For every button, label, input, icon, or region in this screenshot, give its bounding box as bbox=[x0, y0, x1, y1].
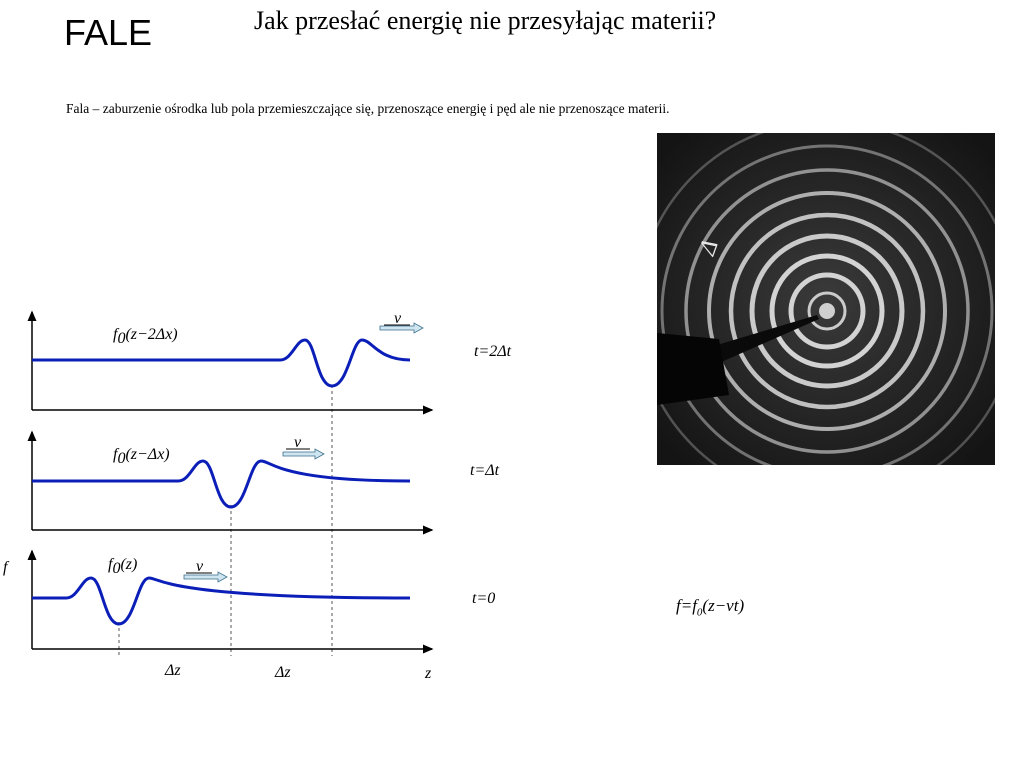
time-label: t=2Δt bbox=[474, 343, 512, 360]
f-axis-label: f bbox=[3, 559, 8, 576]
function-label: f0(z−Δx) bbox=[113, 446, 170, 467]
wavelength-label: Δ bbox=[694, 236, 724, 259]
wave-definition: Fala – zaburzenie ośrodka lub pola przemieszczające się, przenoszące energię i pęd ale nie przenoszące materii. bbox=[66, 101, 670, 116]
slide-label: FALE bbox=[64, 12, 153, 53]
wave-pulse bbox=[32, 578, 410, 624]
function-label: f0(z−2Δx) bbox=[113, 326, 178, 347]
formula-rhs: (z−vt) bbox=[702, 596, 745, 615]
time-label: t=Δt bbox=[470, 462, 500, 479]
vibrator-body bbox=[657, 333, 729, 405]
wave-propagation-diagram bbox=[0, 300, 560, 690]
panel-t2 bbox=[32, 310, 512, 410]
panel-t1 bbox=[32, 432, 500, 530]
formula-lhs: f=f bbox=[676, 596, 697, 615]
slide-title: Jak przesłać energię nie przesyłając materii? bbox=[254, 6, 717, 35]
formula-subscript: 0 bbox=[696, 606, 703, 619]
z-axis-label: z bbox=[425, 665, 432, 682]
delta-z-label: Δz bbox=[275, 664, 291, 681]
velocity-label: v bbox=[196, 558, 204, 575]
wave-formula bbox=[676, 596, 744, 618]
function-label: f0(z) bbox=[108, 556, 138, 577]
source-point bbox=[819, 303, 835, 319]
panel-t0 bbox=[32, 551, 495, 649]
wave-pulse bbox=[32, 340, 410, 386]
delta-z-label: Δz bbox=[165, 662, 181, 679]
velocity-label: v bbox=[294, 434, 302, 451]
concentric-waves-image bbox=[657, 133, 995, 465]
time-label: t=0 bbox=[472, 590, 496, 607]
ripple-tank-photo bbox=[657, 133, 995, 465]
wave-pulse bbox=[32, 461, 410, 507]
velocity-arrow bbox=[283, 449, 324, 459]
velocity-label: v bbox=[394, 310, 402, 327]
